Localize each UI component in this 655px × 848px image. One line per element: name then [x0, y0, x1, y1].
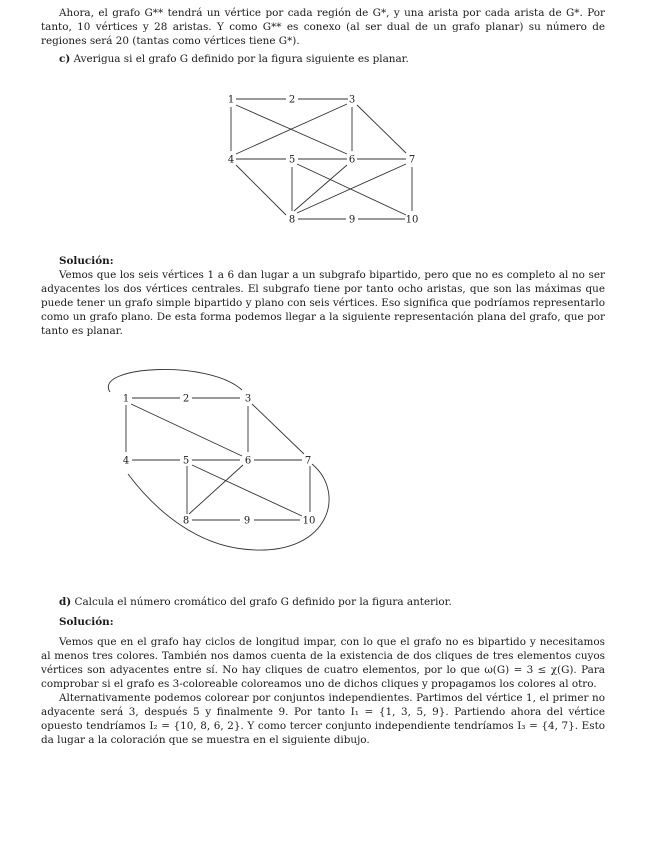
- vertex-6: 6: [348, 154, 356, 166]
- part-c-label: c): [59, 53, 71, 65]
- vertex-10: 10: [405, 214, 419, 226]
- part-d-text: Calcula el número cromático del grafo G definido por la figura anterior.: [74, 596, 452, 608]
- vertex-3: 3: [348, 94, 356, 106]
- part-c-text: Averigua si el grafo G definido por la figura siguiente es planar.: [73, 53, 409, 65]
- vertex-7: 7: [304, 455, 312, 467]
- vertex-1: 1: [122, 393, 130, 405]
- part-d-label: d): [59, 596, 72, 608]
- edge-3-7: [252, 404, 304, 454]
- part-d-and-solution: [41, 595, 605, 747]
- solution-c-heading: Solución:: [59, 255, 114, 267]
- graph-figure-1: [186, 85, 426, 231]
- vertex-2: 2: [288, 94, 296, 106]
- vertex-4: 4: [227, 154, 235, 166]
- vertex-5: 5: [288, 154, 296, 166]
- vertex-4: 4: [122, 455, 130, 467]
- part-c-statement: [59, 52, 605, 66]
- solution-d-heading: Solución:: [59, 616, 114, 628]
- solution-c-text: Vemos que los seis vértices 1 a 6 dan lugar a un subgrafo bipartido, pero que no es completo al no ser adyacentes los dos vértices centrales. El subgrafo tiene por tanto ocho aristas, que son las máximas que puede tener un grafo simple bipartido y plano con seis vértices. Eso significa que podríamos representarlo como un grafo plano. De esta forma podemos llegar a la siguiente representación plana del grafo, que por tanto es planar.: [41, 269, 605, 337]
- vertex-9: 9: [348, 214, 356, 226]
- graph-figure-2: [58, 364, 350, 554]
- vertex-5: 5: [182, 455, 190, 467]
- vertex-1: 1: [227, 94, 235, 106]
- edge-4-8: [236, 165, 286, 215]
- edge-6-8: [189, 465, 243, 514]
- edge-1-3-curve: [108, 369, 242, 392]
- vertex-8: 8: [182, 515, 190, 527]
- solution-c: [41, 254, 605, 338]
- edge-4-10-curve: [128, 464, 329, 550]
- page-text-top: [41, 6, 605, 66]
- vertex-8: 8: [288, 214, 296, 226]
- solution-d-paragraph-1: Vemos que en el grafo hay ciclos de longitud impar, con lo que el grafo no es bipartido y necesitamos al menos tres colores. También nos damos cuenta de la existencia de dos cliques de tres elementos cuyos vértices son adyacentes entre sí. No hay cliques de cuatro elementos, por lo que ω(G) = 3 ≤ χ(G). Para comprobar si el grafo es 3-coloreable coloreamos uno de dichos cliques y propagamos los colores al otro.: [41, 636, 605, 690]
- vertex-2: 2: [182, 393, 190, 405]
- vertex-6: 6: [244, 455, 252, 467]
- vertex-10: 10: [302, 515, 316, 527]
- part-d-statement: [59, 595, 605, 609]
- intro-paragraph: Ahora, el grafo G** tendrá un vértice por cada región de G*, y una arista por cada arista de G*. Por tanto, 10 vértices y 28 aristas. Y como G** es conexo (al ser dual de un grafo planar) su número de regiones será 20 (tantas como vértices tiene G*).: [41, 7, 605, 47]
- solution-d-paragraph-2: Alternativamente podemos colorear por conjuntos independientes. Partimos del vértice 1, el primer no adyacente será 3, después 5 y finalmente 9. Por tanto I₁ = {1, 3, 5, 9}. Partiendo ahora del vértice opuesto tendríamos I₂ = {10, 8, 6, 2}. Y como tercer conjunto independiente tendríamos I₃ = {4, 7}. Esto da lugar a la coloración que se muestra en el siguiente dibujo.: [41, 692, 605, 746]
- edge-5-10: [192, 465, 302, 516]
- edge-1-6: [131, 404, 242, 456]
- edge-6-8: [294, 165, 347, 211]
- vertex-3: 3: [244, 393, 252, 405]
- edge-3-7: [357, 105, 406, 153]
- vertex-9: 9: [243, 515, 251, 527]
- vertex-7: 7: [408, 154, 416, 166]
